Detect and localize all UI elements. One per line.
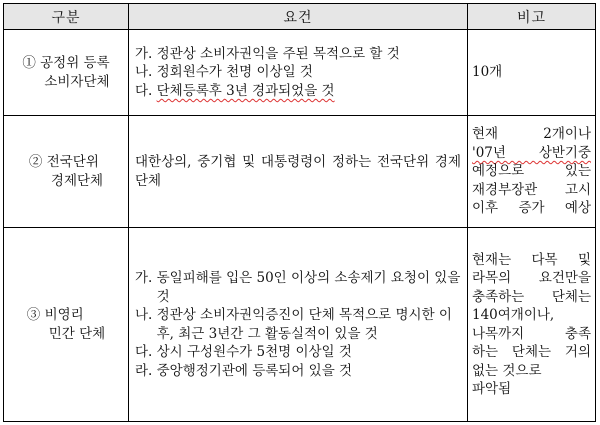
remark-line: '07년 상반기중 — [472, 144, 591, 161]
remark-line: 현재 2개이나 — [472, 126, 591, 143]
table-row — [4, 30, 596, 116]
requirements-table — [3, 3, 596, 422]
remark-line: 140여개이나, — [472, 307, 555, 323]
header-row — [4, 4, 596, 30]
requirement-marker: 다. — [135, 82, 157, 99]
requirement-text: 정회원수가 천명 이상일 것 — [156, 64, 313, 81]
category-line: 전국단위 — [46, 153, 99, 170]
requirement-marker: 라. — [135, 362, 157, 379]
requirement-text: 대한상의, 중기협 및 대통령령이 정하는 전국단위 경제단체 — [135, 154, 461, 189]
requirements-cell — [129, 228, 468, 422]
remark-line: 재경부장관 고시 — [472, 181, 591, 198]
category-line: 소비자단체 — [44, 73, 110, 90]
requirement-marker: 다. — [135, 344, 157, 360]
category-line: 경제단체 — [50, 172, 104, 189]
requirement-marker: 나. — [135, 307, 157, 323]
requirement-text: 정관상 소비자권익을 주된 목적으로 할 것 — [156, 45, 400, 62]
requirement-text: 동일피해를 입은 50인 이상의 소송제기 요청이 있을 것 — [156, 270, 461, 305]
requirement-marker: 가. — [135, 270, 157, 286]
remark-line: 예정으로 있는 — [472, 163, 591, 180]
remark-line: 충족하는 단체는 — [472, 288, 591, 305]
remark-line: 하는 단체는 거의 — [472, 344, 591, 360]
header-category: 구분 — [4, 4, 129, 30]
requirement-marker: 나. — [135, 64, 157, 81]
requirement-text: 상시 구성원수가 5천명 이상일 것 — [156, 344, 352, 360]
remark-line: 현재는 다목 및 — [472, 251, 591, 268]
requirement-item — [135, 82, 461, 101]
requirement-item — [135, 362, 461, 381]
header-requirements: 요건 — [129, 4, 468, 30]
category-cell — [4, 228, 129, 422]
requirement-marker: 가. — [135, 45, 157, 62]
remark-line: 이후 증가 예상 — [472, 200, 591, 217]
remark-line: 10개 — [472, 64, 503, 81]
header-remarks: 비고 — [468, 4, 596, 30]
category-line: 민간 단체 — [48, 325, 106, 342]
category-number: ② — [28, 153, 43, 170]
category-number: ① — [22, 54, 36, 71]
category-number: ③ — [26, 306, 41, 323]
remarks-cell — [468, 228, 596, 422]
category-cell — [4, 30, 129, 116]
requirements-cell — [129, 116, 468, 228]
requirement-item — [135, 63, 461, 82]
remarks-cell — [468, 30, 596, 116]
remarks-cell — [468, 116, 596, 228]
category-cell — [4, 116, 129, 228]
table-row — [4, 228, 596, 422]
category-line: 공정위 등록 — [40, 54, 110, 71]
remark-line: 라목의 요건만을 — [472, 270, 591, 286]
requirement-text: 단체등록후 3년 경과되었을 것 — [156, 82, 335, 99]
category-line: 비영리 — [44, 306, 84, 323]
requirement-item — [135, 306, 461, 343]
requirement-item — [135, 269, 461, 306]
table-row — [4, 116, 596, 228]
requirement-text: 정관상 소비자권익증진이 단체 목적으로 명시한 이후, 최근 3년간 그 활동실적이 있을 것 — [156, 307, 452, 342]
remark-line: 없는 것으로 — [472, 362, 542, 379]
requirements-cell — [129, 30, 468, 116]
requirement-item — [135, 45, 461, 64]
remark-line: 나목까지 충족 — [472, 325, 591, 342]
remark-line: 파악됨 — [472, 381, 512, 397]
requirement-text: 중앙행정기관에 등록되어 있을 것 — [156, 362, 353, 379]
requirement-item — [135, 343, 461, 362]
